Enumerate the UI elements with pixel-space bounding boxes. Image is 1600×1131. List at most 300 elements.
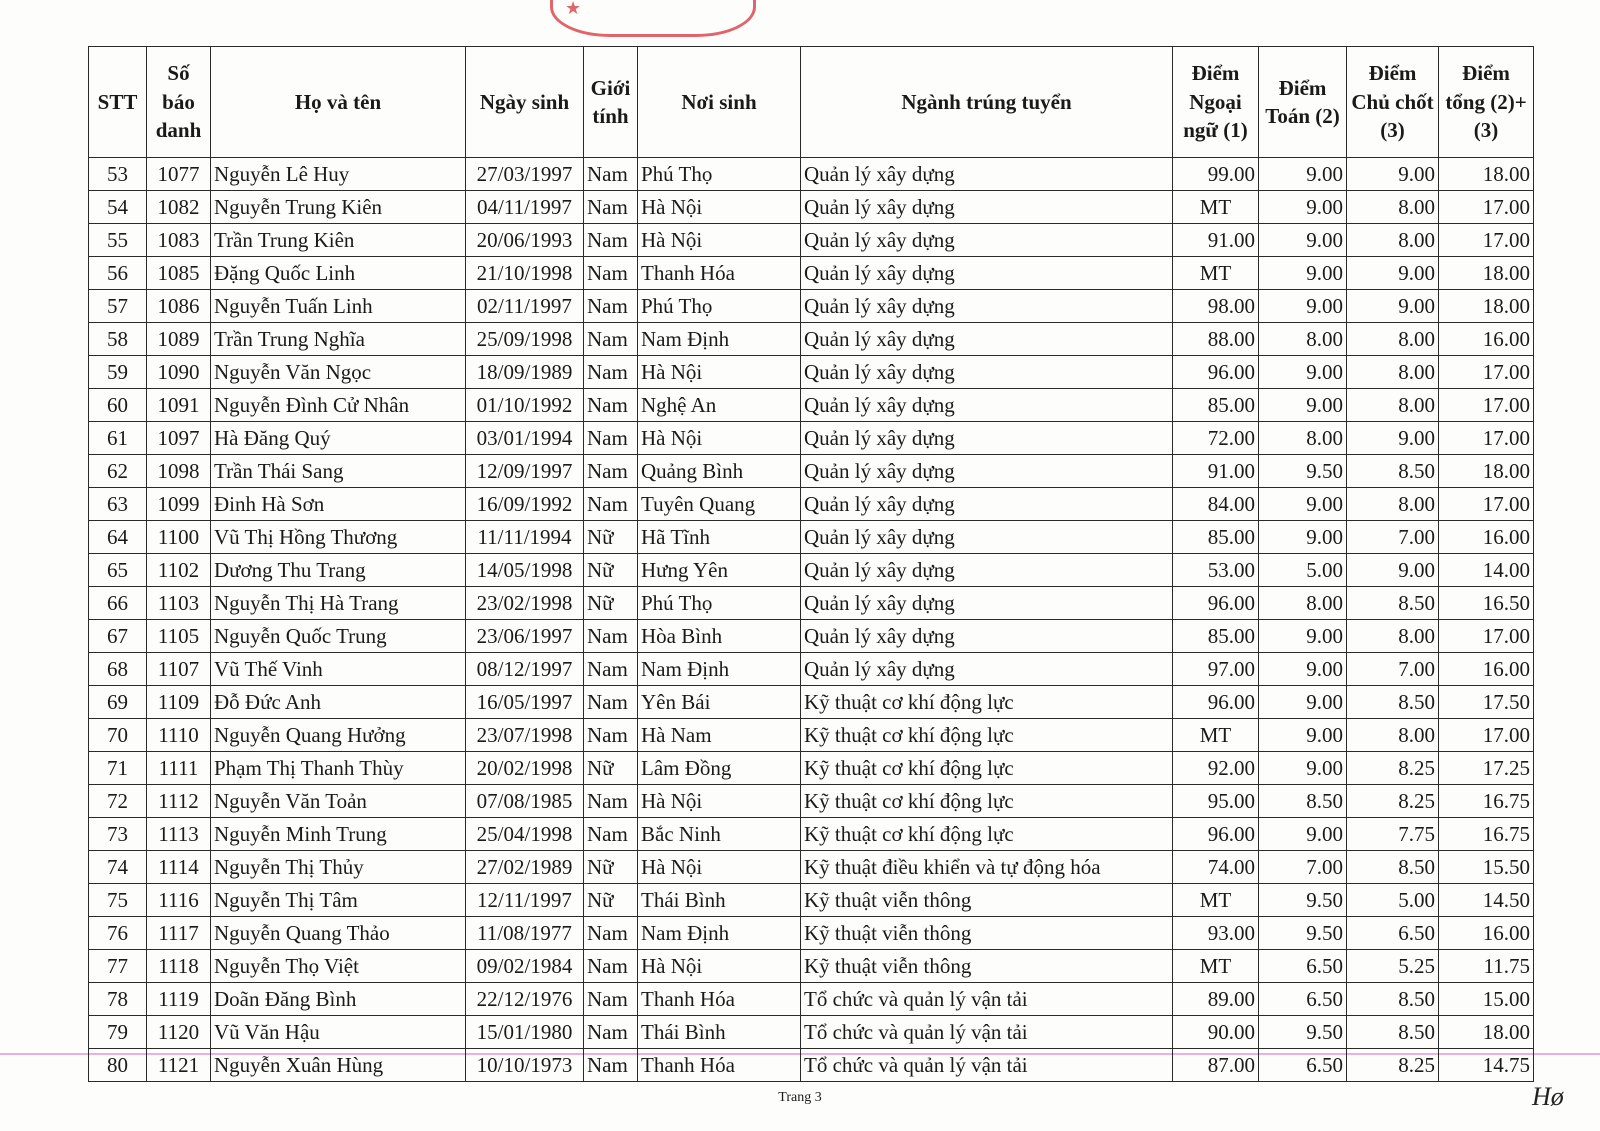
cell-math-score: 9.00 <box>1259 224 1347 257</box>
cell-math-score: 9.00 <box>1259 521 1347 554</box>
cell-core-score: 9.00 <box>1347 158 1439 191</box>
cell-dob: 25/09/1998 <box>466 323 584 356</box>
cell-core-score: 8.50 <box>1347 983 1439 1016</box>
cell-stt: 53 <box>89 158 147 191</box>
cell-birthplace: Thanh Hóa <box>638 257 801 290</box>
cell-birthplace: Tuyên Quang <box>638 488 801 521</box>
cell-total-score: 17.00 <box>1439 191 1534 224</box>
cell-core-score: 6.50 <box>1347 917 1439 950</box>
cell-lang-score: 72.00 <box>1173 422 1259 455</box>
table-row <box>89 1016 1534 1049</box>
cell-math-score: 9.00 <box>1259 653 1347 686</box>
cell-total-score: 18.00 <box>1439 290 1534 323</box>
cell-lang-score: 97.00 <box>1173 653 1259 686</box>
cell-name: Nguyễn Thọ Việt <box>211 950 466 983</box>
cell-major: Quản lý xây dựng <box>801 422 1173 455</box>
cell-sbd: 1102 <box>147 554 211 587</box>
cell-birthplace: Hà Nội <box>638 356 801 389</box>
cell-birthplace: Hà Nội <box>638 422 801 455</box>
cell-birthplace: Phú Thọ <box>638 587 801 620</box>
cell-math-score: 9.00 <box>1259 257 1347 290</box>
cell-math-score: 5.00 <box>1259 554 1347 587</box>
table-row <box>89 917 1534 950</box>
table-row <box>89 554 1534 587</box>
cell-core-score: 8.25 <box>1347 752 1439 785</box>
cell-name: Phạm Thị Thanh Thùy <box>211 752 466 785</box>
cell-gender: Nữ <box>584 554 638 587</box>
cell-math-score: 8.00 <box>1259 587 1347 620</box>
cell-dob: 03/01/1994 <box>466 422 584 455</box>
cell-total-score: 17.00 <box>1439 488 1534 521</box>
cell-gender: Nam <box>584 323 638 356</box>
cell-gender: Nam <box>584 455 638 488</box>
cell-core-score: 8.00 <box>1347 719 1439 752</box>
cell-dob: 16/05/1997 <box>466 686 584 719</box>
cell-gender: Nam <box>584 257 638 290</box>
cell-dob: 14/05/1998 <box>466 554 584 587</box>
cell-lang-score: 96.00 <box>1173 356 1259 389</box>
cell-dob: 23/02/1998 <box>466 587 584 620</box>
cell-lang-score: 91.00 <box>1173 224 1259 257</box>
header-major: Ngành trúng tuyển <box>801 47 1173 158</box>
cell-gender: Nam <box>584 785 638 818</box>
cell-math-score: 9.00 <box>1259 290 1347 323</box>
cell-total-score: 18.00 <box>1439 158 1534 191</box>
cell-sbd: 1083 <box>147 224 211 257</box>
cell-stt: 70 <box>89 719 147 752</box>
cell-core-score: 8.50 <box>1347 455 1439 488</box>
header-stt: STT <box>89 47 147 158</box>
cell-total-score: 16.00 <box>1439 323 1534 356</box>
cell-core-score: 8.00 <box>1347 356 1439 389</box>
cell-major: Quản lý xây dựng <box>801 620 1173 653</box>
cell-name: Nguyễn Quang Thảo <box>211 917 466 950</box>
cell-core-score: 8.00 <box>1347 389 1439 422</box>
cell-sbd: 1110 <box>147 719 211 752</box>
cell-core-score: 5.25 <box>1347 950 1439 983</box>
cell-lang-score: MT <box>1173 950 1259 983</box>
cell-math-score: 9.00 <box>1259 620 1347 653</box>
cell-math-score: 6.50 <box>1259 983 1347 1016</box>
cell-math-score: 9.00 <box>1259 158 1347 191</box>
cell-core-score: 5.00 <box>1347 884 1439 917</box>
cell-lang-score: 84.00 <box>1173 488 1259 521</box>
table-row <box>89 785 1534 818</box>
cell-lang-score: MT <box>1173 191 1259 224</box>
cell-dob: 20/02/1998 <box>466 752 584 785</box>
cell-core-score: 8.50 <box>1347 851 1439 884</box>
cell-major: Kỹ thuật cơ khí động lực <box>801 818 1173 851</box>
cell-dob: 01/10/1992 <box>466 389 584 422</box>
cell-core-score: 8.25 <box>1347 1049 1439 1082</box>
cell-math-score: 6.50 <box>1259 1049 1347 1082</box>
cell-gender: Nữ <box>584 851 638 884</box>
cell-gender: Nam <box>584 389 638 422</box>
cell-name: Nguyễn Trung Kiên <box>211 191 466 224</box>
cell-stt: 66 <box>89 587 147 620</box>
cell-gender: Nam <box>584 620 638 653</box>
cell-birthplace: Thái Bình <box>638 884 801 917</box>
cell-dob: 08/12/1997 <box>466 653 584 686</box>
cell-birthplace: Hưng Yên <box>638 554 801 587</box>
cell-dob: 11/11/1994 <box>466 521 584 554</box>
cell-major: Quản lý xây dựng <box>801 356 1173 389</box>
cell-gender: Nữ <box>584 884 638 917</box>
table-row <box>89 818 1534 851</box>
cell-lang-score: 91.00 <box>1173 455 1259 488</box>
cell-gender: Nam <box>584 950 638 983</box>
cell-sbd: 1114 <box>147 851 211 884</box>
cell-stt: 68 <box>89 653 147 686</box>
cell-gender: Nam <box>584 686 638 719</box>
cell-sbd: 1118 <box>147 950 211 983</box>
cell-major: Quản lý xây dựng <box>801 290 1173 323</box>
cell-dob: 23/07/1998 <box>466 719 584 752</box>
cell-major: Kỹ thuật cơ khí động lực <box>801 719 1173 752</box>
cell-total-score: 14.00 <box>1439 554 1534 587</box>
cell-major: Quản lý xây dựng <box>801 323 1173 356</box>
table-row <box>89 851 1534 884</box>
cell-stt: 56 <box>89 257 147 290</box>
cell-major: Quản lý xây dựng <box>801 653 1173 686</box>
cell-gender: Nam <box>584 422 638 455</box>
cell-birthplace: Lâm Đồng <box>638 752 801 785</box>
cell-stt: 69 <box>89 686 147 719</box>
table-row <box>89 884 1534 917</box>
cell-total-score: 15.50 <box>1439 851 1534 884</box>
cell-name: Nguyễn Quang Hưởng <box>211 719 466 752</box>
table-row <box>89 455 1534 488</box>
cell-stt: 72 <box>89 785 147 818</box>
cell-sbd: 1111 <box>147 752 211 785</box>
cell-dob: 12/11/1997 <box>466 884 584 917</box>
cell-stt: 79 <box>89 1016 147 1049</box>
cell-gender: Nam <box>584 983 638 1016</box>
cell-total-score: 17.25 <box>1439 752 1534 785</box>
cell-name: Vũ Thị Hồng Thương <box>211 521 466 554</box>
cell-gender: Nam <box>584 356 638 389</box>
cell-dob: 25/04/1998 <box>466 818 584 851</box>
cell-sbd: 1116 <box>147 884 211 917</box>
table-row <box>89 191 1534 224</box>
cell-dob: 21/10/1998 <box>466 257 584 290</box>
cell-name: Trần Trung Nghĩa <box>211 323 466 356</box>
cell-stt: 75 <box>89 884 147 917</box>
cell-major: Quản lý xây dựng <box>801 224 1173 257</box>
cell-core-score: 7.75 <box>1347 818 1439 851</box>
cell-lang-score: 96.00 <box>1173 818 1259 851</box>
header-lang-score: Điểm Ngoại ngữ (1) <box>1173 47 1259 158</box>
cell-birthplace: Nghệ An <box>638 389 801 422</box>
cell-birthplace: Phú Thọ <box>638 158 801 191</box>
cell-name: Vũ Thế Vinh <box>211 653 466 686</box>
cell-name: Nguyễn Thị Hà Trang <box>211 587 466 620</box>
cell-name: Nguyễn Minh Trung <box>211 818 466 851</box>
cell-sbd: 1121 <box>147 1049 211 1082</box>
cell-math-score: 9.50 <box>1259 884 1347 917</box>
table-row <box>89 686 1534 719</box>
cell-birthplace: Bắc Ninh <box>638 818 801 851</box>
cell-birthplace: Hà Nội <box>638 224 801 257</box>
cell-sbd: 1117 <box>147 917 211 950</box>
cell-dob: 02/11/1997 <box>466 290 584 323</box>
cell-major: Kỹ thuật cơ khí động lực <box>801 785 1173 818</box>
table-row <box>89 224 1534 257</box>
cell-total-score: 17.00 <box>1439 422 1534 455</box>
table-row <box>89 488 1534 521</box>
cell-dob: 27/03/1997 <box>466 158 584 191</box>
cell-gender: Nam <box>584 191 638 224</box>
cell-lang-score: 88.00 <box>1173 323 1259 356</box>
cell-dob: 04/11/1997 <box>466 191 584 224</box>
cell-gender: Nam <box>584 158 638 191</box>
table-row <box>89 752 1534 785</box>
cell-lang-score: 90.00 <box>1173 1016 1259 1049</box>
cell-core-score: 9.00 <box>1347 554 1439 587</box>
cell-lang-score: 87.00 <box>1173 1049 1259 1082</box>
cell-major: Tổ chức và quản lý vận tải <box>801 1016 1173 1049</box>
table-row <box>89 389 1534 422</box>
cell-math-score: 8.00 <box>1259 323 1347 356</box>
cell-total-score: 17.00 <box>1439 719 1534 752</box>
cell-sbd: 1107 <box>147 653 211 686</box>
cell-major: Tổ chức và quản lý vận tải <box>801 1049 1173 1082</box>
cell-dob: 12/09/1997 <box>466 455 584 488</box>
cell-core-score: 8.00 <box>1347 224 1439 257</box>
cell-total-score: 18.00 <box>1439 455 1534 488</box>
cell-birthplace: Nam Định <box>638 653 801 686</box>
cell-birthplace: Yên Bái <box>638 686 801 719</box>
cell-gender: Nữ <box>584 752 638 785</box>
cell-stt: 65 <box>89 554 147 587</box>
cell-lang-score: MT <box>1173 884 1259 917</box>
cell-math-score: 7.00 <box>1259 851 1347 884</box>
cell-dob: 15/01/1980 <box>466 1016 584 1049</box>
cell-birthplace: Thanh Hóa <box>638 1049 801 1082</box>
cell-total-score: 18.00 <box>1439 257 1534 290</box>
table-row <box>89 521 1534 554</box>
cell-lang-score: 96.00 <box>1173 686 1259 719</box>
cell-gender: Nữ <box>584 587 638 620</box>
cell-dob: 10/10/1973 <box>466 1049 584 1082</box>
cell-core-score: 7.00 <box>1347 653 1439 686</box>
cell-sbd: 1098 <box>147 455 211 488</box>
cell-major: Quản lý xây dựng <box>801 158 1173 191</box>
cell-math-score: 9.00 <box>1259 752 1347 785</box>
table-row <box>89 983 1534 1016</box>
cell-math-score: 9.00 <box>1259 389 1347 422</box>
table-row <box>89 356 1534 389</box>
cell-major: Quản lý xây dựng <box>801 521 1173 554</box>
cell-name: Nguyễn Thị Thủy <box>211 851 466 884</box>
cell-math-score: 9.50 <box>1259 455 1347 488</box>
cell-gender: Nam <box>584 917 638 950</box>
cell-total-score: 16.00 <box>1439 521 1534 554</box>
cell-stt: 62 <box>89 455 147 488</box>
cell-math-score: 9.00 <box>1259 719 1347 752</box>
cell-major: Quản lý xây dựng <box>801 554 1173 587</box>
cell-total-score: 14.50 <box>1439 884 1534 917</box>
cell-core-score: 8.00 <box>1347 323 1439 356</box>
cell-total-score: 14.75 <box>1439 1049 1534 1082</box>
cell-stt: 61 <box>89 422 147 455</box>
cell-core-score: 9.00 <box>1347 422 1439 455</box>
cell-major: Kỹ thuật cơ khí động lực <box>801 752 1173 785</box>
cell-birthplace: Hà Nội <box>638 785 801 818</box>
cell-total-score: 16.00 <box>1439 653 1534 686</box>
cell-stt: 77 <box>89 950 147 983</box>
cell-lang-score: MT <box>1173 257 1259 290</box>
cell-sbd: 1120 <box>147 1016 211 1049</box>
cell-name: Nguyễn Xuân Hùng <box>211 1049 466 1082</box>
cell-major: Quản lý xây dựng <box>801 191 1173 224</box>
cell-total-score: 15.00 <box>1439 983 1534 1016</box>
cell-stt: 73 <box>89 818 147 851</box>
cell-lang-score: 53.00 <box>1173 554 1259 587</box>
header-sbd: Số báo danh <box>147 47 211 158</box>
cell-major: Tổ chức và quản lý vận tải <box>801 983 1173 1016</box>
cell-core-score: 8.50 <box>1347 686 1439 719</box>
table-body <box>89 158 1534 1082</box>
cell-core-score: 9.00 <box>1347 290 1439 323</box>
cell-gender: Nam <box>584 719 638 752</box>
cell-name: Đỗ Đức Anh <box>211 686 466 719</box>
cell-major: Quản lý xây dựng <box>801 488 1173 521</box>
cell-dob: 11/08/1977 <box>466 917 584 950</box>
cell-gender: Nam <box>584 1016 638 1049</box>
cell-dob: 27/02/1989 <box>466 851 584 884</box>
cell-stt: 55 <box>89 224 147 257</box>
cell-birthplace: Nam Định <box>638 323 801 356</box>
cell-total-score: 16.00 <box>1439 917 1534 950</box>
cell-sbd: 1113 <box>147 818 211 851</box>
cell-major: Kỹ thuật viễn thông <box>801 884 1173 917</box>
cell-sbd: 1119 <box>147 983 211 1016</box>
cell-name: Nguyễn Quốc Trung <box>211 620 466 653</box>
cell-stt: 80 <box>89 1049 147 1082</box>
cell-birthplace: Thái Bình <box>638 1016 801 1049</box>
cell-birthplace: Nam Định <box>638 917 801 950</box>
table-row <box>89 620 1534 653</box>
cell-gender: Nam <box>584 224 638 257</box>
cell-sbd: 1112 <box>147 785 211 818</box>
cell-lang-score: 85.00 <box>1173 389 1259 422</box>
cell-lang-score: 96.00 <box>1173 587 1259 620</box>
cell-core-score: 8.25 <box>1347 785 1439 818</box>
table-row <box>89 323 1534 356</box>
cell-lang-score: 98.00 <box>1173 290 1259 323</box>
cell-sbd: 1103 <box>147 587 211 620</box>
cell-lang-score: MT <box>1173 719 1259 752</box>
header-dob: Ngày sinh <box>466 47 584 158</box>
cell-sbd: 1097 <box>147 422 211 455</box>
cell-sbd: 1105 <box>147 620 211 653</box>
cell-math-score: 8.00 <box>1259 422 1347 455</box>
cell-name: Trần Thái Sang <box>211 455 466 488</box>
cell-dob: 07/08/1985 <box>466 785 584 818</box>
cell-total-score: 11.75 <box>1439 950 1534 983</box>
cell-math-score: 9.00 <box>1259 191 1347 224</box>
cell-major: Quản lý xây dựng <box>801 587 1173 620</box>
cell-math-score: 9.00 <box>1259 818 1347 851</box>
table-row <box>89 1049 1534 1082</box>
cell-lang-score: 92.00 <box>1173 752 1259 785</box>
cell-stt: 74 <box>89 851 147 884</box>
cell-birthplace: Hà Nội <box>638 851 801 884</box>
cell-name: Nguyễn Thị Tâm <box>211 884 466 917</box>
cell-major: Quản lý xây dựng <box>801 455 1173 488</box>
cell-total-score: 17.50 <box>1439 686 1534 719</box>
cell-gender: Nam <box>584 290 638 323</box>
header-math-score: Điểm Toán (2) <box>1259 47 1347 158</box>
header-core-score: Điểm Chủ chốt (3) <box>1347 47 1439 158</box>
header-total-score: Điểm tổng (2)+(3) <box>1439 47 1534 158</box>
cell-name: Doãn Đăng Bình <box>211 983 466 1016</box>
cell-core-score: 8.00 <box>1347 488 1439 521</box>
cell-stt: 54 <box>89 191 147 224</box>
cell-stt: 58 <box>89 323 147 356</box>
table-row <box>89 422 1534 455</box>
cell-name: Nguyễn Văn Toản <box>211 785 466 818</box>
cell-birthplace: Thanh Hóa <box>638 983 801 1016</box>
cell-math-score: 9.00 <box>1259 488 1347 521</box>
table-row <box>89 719 1534 752</box>
cell-stt: 78 <box>89 983 147 1016</box>
cell-dob: 23/06/1997 <box>466 620 584 653</box>
header-birthplace: Nơi sinh <box>638 47 801 158</box>
cell-gender: Nữ <box>584 521 638 554</box>
cell-name: Nguyễn Đình Cử Nhân <box>211 389 466 422</box>
cell-total-score: 17.00 <box>1439 356 1534 389</box>
cell-birthplace: Quảng Bình <box>638 455 801 488</box>
cell-core-score: 8.50 <box>1347 587 1439 620</box>
cell-gender: Nam <box>584 653 638 686</box>
cell-gender: Nam <box>584 1049 638 1082</box>
cell-stt: 57 <box>89 290 147 323</box>
cell-math-score: 9.00 <box>1259 686 1347 719</box>
cell-major: Kỹ thuật viễn thông <box>801 950 1173 983</box>
cell-sbd: 1109 <box>147 686 211 719</box>
cell-name: Nguyễn Tuấn Linh <box>211 290 466 323</box>
cell-math-score: 9.50 <box>1259 1016 1347 1049</box>
cell-birthplace: Hòa Bình <box>638 620 801 653</box>
cell-core-score: 8.00 <box>1347 191 1439 224</box>
table-row <box>89 950 1534 983</box>
cell-name: Trần Trung Kiên <box>211 224 466 257</box>
cell-dob: 18/09/1989 <box>466 356 584 389</box>
cell-core-score: 8.00 <box>1347 620 1439 653</box>
cell-stt: 64 <box>89 521 147 554</box>
cell-name: Dương Thu Trang <box>211 554 466 587</box>
results-table <box>88 46 1534 1082</box>
cell-total-score: 17.00 <box>1439 389 1534 422</box>
cell-total-score: 17.00 <box>1439 620 1534 653</box>
cell-core-score: 9.00 <box>1347 257 1439 290</box>
cell-math-score: 9.50 <box>1259 917 1347 950</box>
cell-sbd: 1077 <box>147 158 211 191</box>
cell-major: Quản lý xây dựng <box>801 257 1173 290</box>
table-row <box>89 158 1534 191</box>
cell-lang-score: 85.00 <box>1173 620 1259 653</box>
cell-sbd: 1091 <box>147 389 211 422</box>
cell-sbd: 1089 <box>147 323 211 356</box>
cell-dob: 09/02/1984 <box>466 950 584 983</box>
header-name: Họ và tên <box>211 47 466 158</box>
cell-major: Kỹ thuật viễn thông <box>801 917 1173 950</box>
cell-dob: 20/06/1993 <box>466 224 584 257</box>
cell-core-score: 8.50 <box>1347 1016 1439 1049</box>
table-row <box>89 290 1534 323</box>
